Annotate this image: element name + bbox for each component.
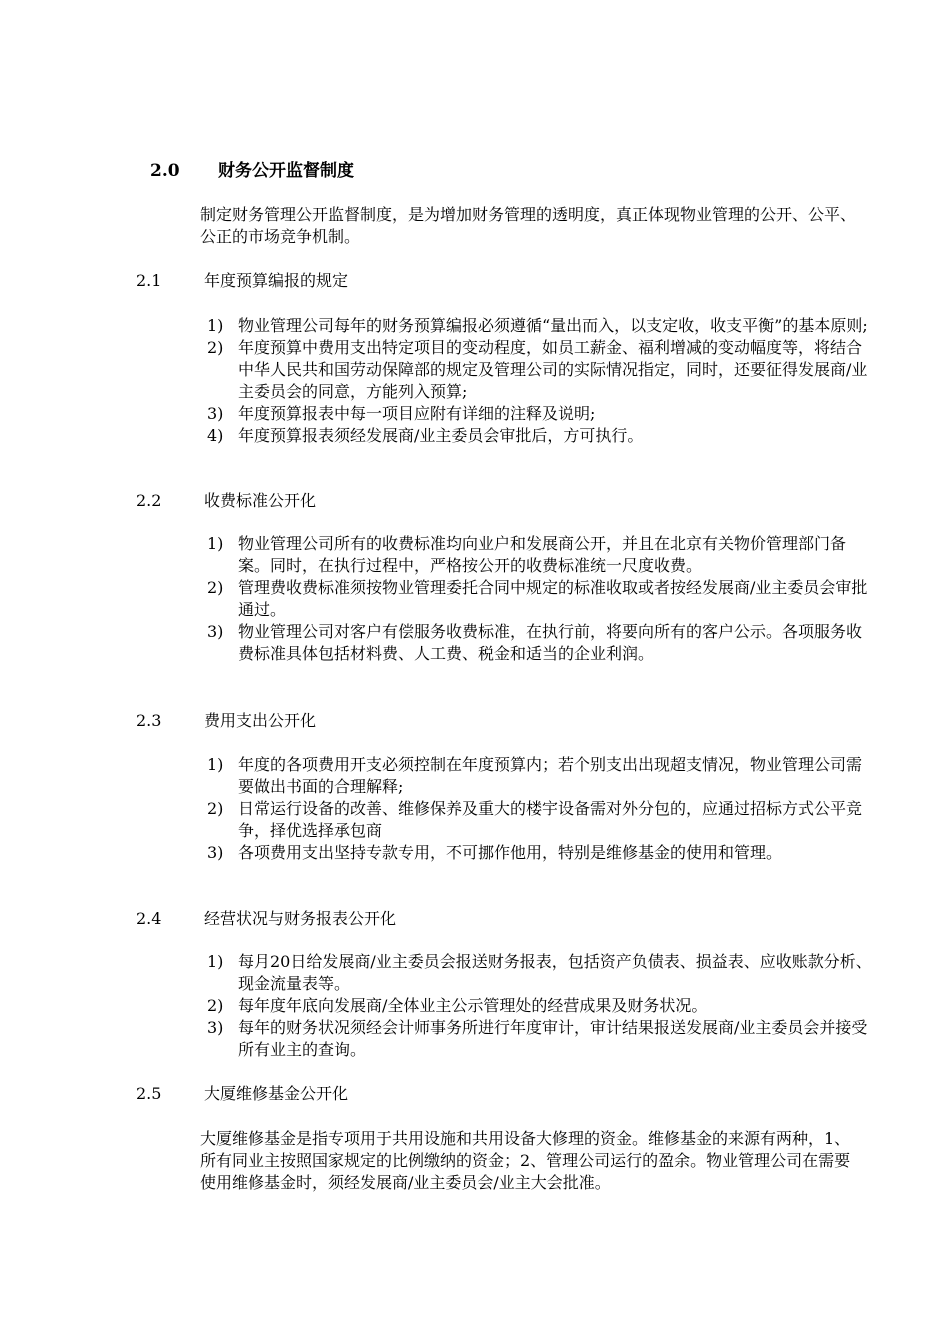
section-number: 2.5 xyxy=(136,1084,162,1103)
section-heading-2-1 xyxy=(136,270,348,292)
section-number: 2.2 xyxy=(136,491,162,510)
list-item xyxy=(207,842,872,864)
list-item-text: 年度预算中费用支出特定项目的变动程度，如员工薪金、福利增减的变动幅度等，将结合中华人民共和国劳动保障部的规定及管理公司的实际情况指定，同时，还要征得发展商/业主委员会的同意，方能列入预算; xyxy=(238,338,868,401)
section-number: 2.1 xyxy=(136,271,162,290)
list-item xyxy=(207,1017,872,1061)
section-heading-2-3 xyxy=(136,710,316,732)
list-marker: 1) xyxy=(207,755,224,774)
list-item xyxy=(207,577,872,621)
list-item-text: 物业管理公司所有的收费标准均向业户和发展商公开，并且在北京有关物价管理部门备案。同时，在执行过程中，严格按公开的收费标准统一尺度收费。 xyxy=(238,534,847,575)
list-item-text: 每年度年底向发展商/全体业主公示管理处的经营成果及财务状况。 xyxy=(238,996,708,1015)
section-2-4-list xyxy=(207,951,872,1061)
list-item xyxy=(207,533,872,577)
list-marker: 1) xyxy=(207,534,224,553)
section-title: 费用支出公开化 xyxy=(204,711,317,730)
list-item-text: 管理费收费标准须按物业管理委托合同中规定的标准收取或者按经发展商/业主委员会审批通过。 xyxy=(238,578,868,619)
list-item xyxy=(207,621,872,665)
list-item-text: 年度预算报表中每一项目应附有详细的注释及说明; xyxy=(238,404,596,423)
list-marker: 1) xyxy=(207,952,224,971)
list-item xyxy=(207,754,872,798)
list-item-text: 日常运行设备的改善、维修保养及重大的楼宇设备需对外分包的，应通过招标方式公平竞争，择优选择承包商 xyxy=(238,799,863,840)
list-item-text: 每月20日给发展商/业主委员会报送财务报表，包括资产负债表、损益表、应收账款分析、现金流量表等。 xyxy=(238,952,872,993)
list-marker: 4) xyxy=(207,426,224,445)
section-title: 年度预算编报的规定 xyxy=(204,271,349,290)
list-marker: 2) xyxy=(207,578,224,597)
list-item xyxy=(207,425,872,447)
list-marker: 3) xyxy=(207,622,224,641)
heading-title: 财务公开监督制度 xyxy=(218,161,354,181)
section-2-5-paragraph: 大厦维修基金是指专项用于共用设施和共用设备大修理的资金。维修基金的来源有两种，1、所有同业主按照国家规定的比例缴纳的资金；2、管理公司运行的盈余。物业管理公司在需要使用维修基金时，须经发展商/业主委员会/业主大会批准。 xyxy=(200,1129,851,1192)
list-item xyxy=(207,995,872,1017)
section-number: 2.4 xyxy=(136,909,162,928)
list-item xyxy=(207,951,872,995)
list-item-text: 每年的财务状况须经会计师事务所进行年度审计，审计结果报送发展商/业主委员会并接受所有业主的查询。 xyxy=(238,1018,868,1059)
section-2-2-list xyxy=(207,533,872,665)
section-2-1-list xyxy=(207,315,872,447)
list-item-text: 年度的各项费用开支必须控制在年度预算内；若个别支出出现超支情况，物业管理公司需要做出书面的合理解释; xyxy=(238,755,863,796)
intro-paragraph: 制定财务管理公开监督制度，是为增加财务管理的透明度，真正体现物业管理的公开、公平、公正的市场竞争机制。 xyxy=(200,205,857,246)
section-title: 经营状况与财务报表公开化 xyxy=(204,909,397,928)
section-heading-2-4 xyxy=(136,908,396,930)
section-heading-2-2 xyxy=(136,490,316,512)
list-item xyxy=(207,337,872,403)
list-marker: 2) xyxy=(207,996,224,1015)
list-item xyxy=(207,315,872,337)
list-item-text: 物业管理公司对客户有偿服务收费标准，在执行前，将要向所有的客户公示。各项服务收费标准具体包括材料费、人工费、税金和适当的企业利润。 xyxy=(238,622,863,663)
list-item-text: 各项费用支出坚持专款专用，不可挪作他用，特别是维修基金的使用和管理。 xyxy=(238,843,783,862)
list-item-text: 物业管理公司每年的财务预算编报必须遵循“量出而入，以支定收，收支平衡”的基本原则; xyxy=(238,316,868,335)
list-marker: 1) xyxy=(207,316,224,335)
section-title: 大厦维修基金公开化 xyxy=(204,1084,349,1103)
list-item-text: 年度预算报表须经发展商/业主委员会审批后，方可执行。 xyxy=(238,426,644,445)
list-item xyxy=(207,798,872,842)
section-2-3-list xyxy=(207,754,872,864)
section-heading-2-5 xyxy=(136,1083,348,1105)
list-marker: 3) xyxy=(207,1018,224,1037)
list-item xyxy=(207,403,872,425)
section-number: 2.3 xyxy=(136,711,162,730)
main-heading xyxy=(150,160,354,182)
section-title: 收费标准公开化 xyxy=(204,491,317,510)
list-marker: 2) xyxy=(207,799,224,818)
list-marker: 3) xyxy=(207,843,224,862)
heading-number: 2.0 xyxy=(150,161,180,181)
list-marker: 3) xyxy=(207,404,224,423)
list-marker: 2) xyxy=(207,338,224,357)
